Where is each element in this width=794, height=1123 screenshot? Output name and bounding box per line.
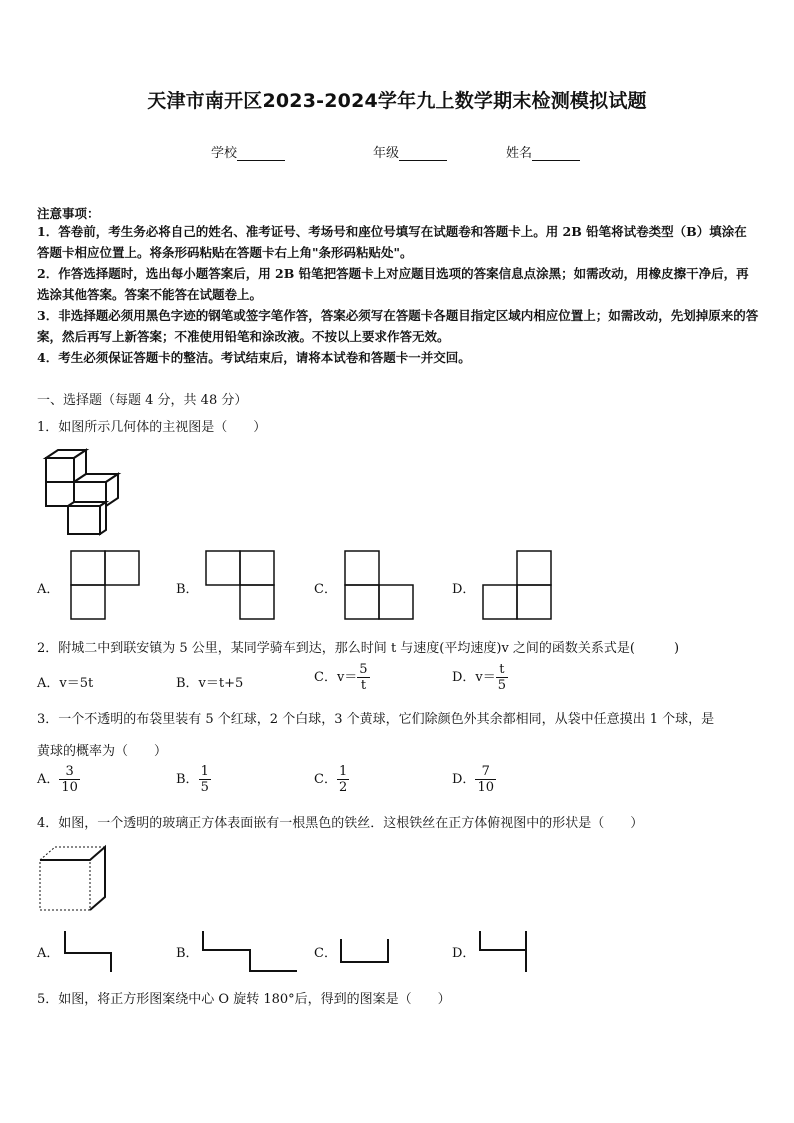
q3-option-b[interactable] [176,764,211,795]
question-4-stem: 4．如图，一个透明的玻璃正方体表面嵌有一根黑色的铁丝．这根铁丝在正方体俯视图中的形状是（ ） [37,816,644,831]
name-field[interactable] [506,142,580,161]
q4-option-c-figure[interactable] [340,938,390,964]
q1-option-a-label[interactable]: A． [37,582,60,597]
numerator: 1 [338,764,348,779]
fraction [496,662,508,693]
q4-option-b-figure[interactable] [202,930,298,974]
q3-option-c-label: C． [314,772,337,787]
fraction [199,764,211,795]
school-blank[interactable] [237,148,285,161]
q2-option-c[interactable] [314,662,370,693]
note-item: 4．考生必须保证答题卡的整洁。考试结束后，请将本试卷和答题卡一并交回。 [37,350,471,365]
section-heading: 一、选择题（每题 4 分，共 48 分） [37,393,248,408]
q1-cube-figure [40,446,130,538]
question-2-stem: 2．附城二中到联安镇为 5 公里，某同学骑车到达，那么时间 t 与速度(平均速度)v 之间的函数关系式是( ) [37,641,680,656]
fraction [337,764,349,795]
q2-option-d[interactable] [452,662,508,693]
q1-option-b-label[interactable]: B． [176,582,199,597]
fraction [59,764,80,795]
school-label: 学校 [211,146,238,161]
denominator: t [357,677,369,693]
numerator: t [499,662,505,677]
denominator: 5 [497,678,507,693]
numerator: 7 [481,764,490,779]
note-item: 1．答卷前，考生务必将自己的姓名、准考证号、考场号和座位号填写在试题卷和答题卡上。用 2B 铅笔将试卷类型（B）填涂在答题卡相应位置上。将条形码粘贴在答题卡右上角"条形码粘贴处"。 [37,224,747,260]
q4-option-a-figure[interactable] [64,930,114,974]
q1-option-a-figure[interactable] [70,550,140,620]
q2-option-d-label: D．v＝ [452,670,496,685]
note-item: 2．作答选择题时，选出每小题答案后，用 2B 铅笔把答题卡上对应题目选项的答案信息点涂黑；如需改动，用橡皮擦干净后，再选涂其他答案。答案不能答在试题卷上。 [37,266,749,302]
denominator: 2 [338,780,348,795]
q1-option-d-figure[interactable] [482,550,552,620]
numerator: 5 [359,662,368,677]
q2-option-a[interactable]: A．v＝5t [37,676,94,691]
school-field[interactable] [211,142,285,161]
q3-option-a[interactable] [37,764,80,795]
numerator: 3 [65,764,74,779]
notes-title: 注意事项： [37,206,100,221]
page-title: 天津市南开区2023-2024学年九上数学期末检测模拟试题 [147,90,647,112]
question-5-stem: 5．如图，将正方形图案绕中心 O 旋转 180°后，得到的图案是（ ） [37,992,451,1007]
q3-option-c[interactable] [314,764,349,795]
fraction [357,662,369,693]
numerator: 1 [200,764,209,779]
denominator: 5 [200,780,209,795]
q1-option-c-figure[interactable] [344,550,414,620]
q4-option-a-label[interactable]: A． [37,946,60,961]
q4-option-d-figure[interactable] [479,930,529,974]
denominator: 10 [61,780,78,795]
grade-blank[interactable] [399,148,447,161]
grade-field[interactable] [373,142,447,161]
q4-option-b-label[interactable]: B． [176,946,199,961]
fraction [475,764,496,795]
grade-label: 年级 [373,146,400,161]
note-item: 3．非选择题必须用黑色字迹的钢笔或签字笔作答，答案必须写在答题卡各题目指定区域内相应位置上；如需改动，先划掉原来的答案，然后再写上新答案；不准使用铅笔和涂改液。不按以上要求作答无效。 [37,308,759,344]
q1-option-b-figure[interactable] [205,550,275,620]
q3-option-d-label: D． [452,772,476,787]
q1-option-c-label[interactable]: C． [314,582,337,597]
name-blank[interactable] [532,148,580,161]
q3-option-d[interactable] [452,764,496,795]
q4-option-d-label[interactable]: D． [452,946,476,961]
name-label: 姓名 [506,146,533,161]
q3-option-a-label: A． [37,772,60,787]
q1-option-d-label[interactable]: D． [452,582,476,597]
question-3-stem-cont: 黄球的概率为（ ） [37,744,168,759]
question-1-stem: 1．如图所示几何体的主视图是（ ） [37,420,267,435]
q2-option-b[interactable]: B．v＝t+5 [176,676,244,691]
q3-option-b-label: B． [176,772,199,787]
question-3-stem: 3．一个不透明的布袋里装有 5 个红球，2 个白球，3 个黄球，它们除颜色外其余都相同，从袋中任意摸出 1 个球，是 [37,712,715,727]
denominator: 10 [477,780,494,795]
q4-glass-cube-figure [38,843,108,913]
q2-option-c-label: C．v＝ [314,670,358,685]
q4-option-c-label[interactable]: C． [314,946,337,961]
